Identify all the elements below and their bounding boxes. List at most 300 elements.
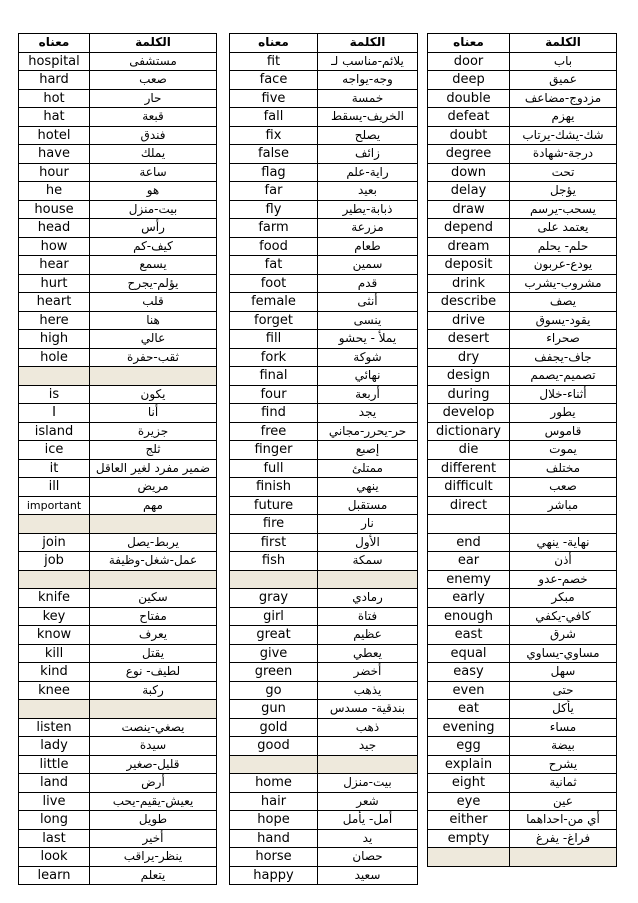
english-word: enough [428, 607, 510, 626]
table-row [428, 589, 617, 608]
arabic-meaning: يودع-عربون [510, 256, 617, 275]
arabic-meaning: مزدوج-مضاعف [510, 89, 617, 108]
english-word: island [19, 422, 90, 441]
table-row [230, 866, 418, 885]
arabic-meaning: مساوي-يساوي [510, 644, 617, 663]
arabic-meaning: سكين [90, 589, 217, 608]
table-row [19, 663, 217, 682]
english-word: die [428, 441, 510, 460]
english-word: hand [230, 829, 318, 848]
arabic-meaning: ركبة [90, 681, 217, 700]
table-row [19, 422, 217, 441]
table-row [19, 182, 217, 201]
english-word: during [428, 385, 510, 404]
table-row [428, 367, 617, 386]
arabic-meaning: بيضة [510, 737, 617, 756]
arabic-meaning: تحت [510, 163, 617, 182]
english-word: direct [428, 496, 510, 515]
arabic-meaning: أذن [510, 552, 617, 571]
arabic-meaning: رأس [90, 219, 217, 238]
arabic-meaning: الخريف-يسقط [318, 108, 418, 127]
separator-row [19, 570, 217, 589]
english-word: different [428, 459, 510, 478]
arabic-meaning: ثمانية [510, 774, 617, 793]
english-word: hole [19, 348, 90, 367]
arabic-meaning: مختلف [510, 459, 617, 478]
table-row [19, 293, 217, 312]
table-row [19, 163, 217, 182]
table-row [19, 330, 217, 349]
arabic-meaning: فندق [90, 126, 217, 145]
arabic-meaning: أنا [90, 404, 217, 423]
table-row [230, 71, 418, 90]
english-word: drink [428, 274, 510, 293]
table-row [230, 552, 418, 571]
table-row [19, 644, 217, 663]
english-word: down [428, 163, 510, 182]
arabic-meaning: شرق [510, 626, 617, 645]
english-word: dictionary [428, 422, 510, 441]
table-row [19, 219, 217, 238]
english-word: female [230, 293, 318, 312]
english-word: deposit [428, 256, 510, 275]
arabic-meaning: ممتلئ [318, 459, 418, 478]
table-row [428, 200, 617, 219]
english-word: false [230, 145, 318, 164]
arabic-meaning: يلائم-مناسب لـ [318, 52, 418, 71]
arabic-meaning: يعرف [90, 626, 217, 645]
table-row [230, 422, 418, 441]
arabic-meaning: يصغي-ينصت [90, 718, 217, 737]
english-word: evening [428, 718, 510, 737]
english-word: door [428, 52, 510, 71]
arabic-meaning: درجة-شهادة [510, 145, 617, 164]
table-row [428, 700, 617, 719]
separator-row [19, 515, 217, 534]
english-word: knife [19, 589, 90, 608]
arabic-meaning: سيدة [90, 737, 217, 756]
table-row [428, 663, 617, 682]
header-meaning: معناه [19, 34, 90, 53]
english-word: finger [230, 441, 318, 460]
english-word: knee [19, 681, 90, 700]
table-row [19, 533, 217, 552]
table-row [428, 570, 617, 589]
empty-cell [318, 755, 418, 774]
english-word: fork [230, 348, 318, 367]
table-row [230, 848, 418, 867]
table-row [428, 52, 617, 71]
english-word: key [19, 607, 90, 626]
empty-cell [90, 367, 217, 386]
english-word: difficult [428, 478, 510, 497]
english-word: hotel [19, 126, 90, 145]
table-row [428, 348, 617, 367]
english-word: double [428, 89, 510, 108]
english-word: delay [428, 182, 510, 201]
arabic-meaning: أرض [90, 774, 217, 793]
arabic-meaning: ينهي [318, 478, 418, 497]
table-row [19, 792, 217, 811]
english-word: head [19, 219, 90, 238]
arabic-meaning: يطور [510, 404, 617, 423]
english-word: house [19, 200, 90, 219]
empty-cell [19, 700, 90, 719]
english-word: hot [19, 89, 90, 108]
table-row [230, 496, 418, 515]
english-word: hat [19, 108, 90, 127]
arabic-meaning: هنا [90, 311, 217, 330]
table-row [428, 644, 617, 663]
arabic-meaning: عالي [90, 330, 217, 349]
arabic-meaning: قلب [90, 293, 217, 312]
arabic-meaning: جاف-يجفف [510, 348, 617, 367]
arabic-meaning: شوكة [318, 348, 418, 367]
arabic-meaning: كافي-يكفي [510, 607, 617, 626]
arabic-meaning: ذبابة-يطير [318, 200, 418, 219]
arabic-meaning: أخضر [318, 663, 418, 682]
arabic-meaning: طويل [90, 811, 217, 830]
english-word: full [230, 459, 318, 478]
separator-row [19, 700, 217, 719]
arabic-meaning: ثقب-حفرة [90, 348, 217, 367]
arabic-meaning: زائف [318, 145, 418, 164]
english-word: depend [428, 219, 510, 238]
english-word: fall [230, 108, 318, 127]
table-row [19, 737, 217, 756]
arabic-meaning: مريض [90, 478, 217, 497]
table-row [428, 422, 617, 441]
arabic-meaning: مساء [510, 718, 617, 737]
arabic-meaning: يقتل [90, 644, 217, 663]
table-row [230, 774, 418, 793]
table-row [428, 811, 617, 830]
table-row [428, 163, 617, 182]
english-word: give [230, 644, 318, 663]
table-row [230, 385, 418, 404]
english-word: drive [428, 311, 510, 330]
empty-cell [19, 515, 90, 534]
english-word: last [19, 829, 90, 848]
table-row [19, 774, 217, 793]
arabic-meaning: جزيرة [90, 422, 217, 441]
arabic-meaning: بعيد [318, 182, 418, 201]
english-word: forget [230, 311, 318, 330]
arabic-meaning: يشرح [510, 755, 617, 774]
english-word: important [19, 496, 90, 515]
table-row [19, 52, 217, 71]
arabic-meaning: يعطي [318, 644, 418, 663]
english-word: five [230, 89, 318, 108]
english-word: even [428, 681, 510, 700]
arabic-meaning: يربط-يصل [90, 533, 217, 552]
english-word: ill [19, 478, 90, 497]
table-row [19, 552, 217, 571]
english-word: job [19, 552, 90, 571]
english-word: east [428, 626, 510, 645]
arabic-meaning: ذهب [318, 718, 418, 737]
english-word: hurt [19, 274, 90, 293]
separator-row [19, 367, 217, 386]
english-word: enemy [428, 570, 510, 589]
english-word: face [230, 71, 318, 90]
english-word: free [230, 422, 318, 441]
english-word: draw [428, 200, 510, 219]
english-word: empty [428, 829, 510, 848]
arabic-meaning: يؤجل [510, 182, 617, 201]
english-word: great [230, 626, 318, 645]
english-word: finish [230, 478, 318, 497]
table-row [19, 311, 217, 330]
arabic-meaning: نهائي [318, 367, 418, 386]
english-word: live [19, 792, 90, 811]
blank-row [428, 515, 617, 534]
table-row [428, 829, 617, 848]
table-row [428, 219, 617, 238]
table-row [230, 404, 418, 423]
arabic-meaning: يأكل [510, 700, 617, 719]
arabic-meaning: يعيش-يقيم-يحب [90, 792, 217, 811]
arabic-meaning: حار [90, 89, 217, 108]
empty-cell [230, 570, 318, 589]
english-word: join [19, 533, 90, 552]
english-word: develop [428, 404, 510, 423]
arabic-meaning: أمل- يأمل [318, 811, 418, 830]
arabic-meaning: مستشفى [90, 52, 217, 71]
table-row [428, 626, 617, 645]
vocab-table-1 [18, 33, 217, 885]
table-row [230, 145, 418, 164]
empty-cell [90, 570, 217, 589]
arabic-meaning: شك-يشك-يرتاب [510, 126, 617, 145]
arabic-meaning: سمين [318, 256, 418, 275]
table-row [19, 496, 217, 515]
table-row [230, 330, 418, 349]
english-word: is [19, 385, 90, 404]
arabic-meaning: أي من-احداهما [510, 811, 617, 830]
english-word: fish [230, 552, 318, 571]
english-word: go [230, 681, 318, 700]
english-word: kind [19, 663, 90, 682]
table-row [19, 404, 217, 423]
english-word: flag [230, 163, 318, 182]
table-row [19, 589, 217, 608]
header-meaning: معناه [230, 34, 318, 53]
header-meaning: معناه [428, 34, 510, 53]
arabic-meaning: صحراء [510, 330, 617, 349]
arabic-meaning: إصبع [318, 441, 418, 460]
table-row [230, 89, 418, 108]
arabic-meaning: بيت-منزل [90, 200, 217, 219]
table-row [428, 755, 617, 774]
arabic-meaning: يسمع [90, 256, 217, 275]
arabic-meaning: سمكة [318, 552, 418, 571]
arabic-meaning: نار [318, 515, 418, 534]
arabic-meaning: شعر [318, 792, 418, 811]
table-row [19, 755, 217, 774]
english-word: green [230, 663, 318, 682]
empty-cell [230, 755, 318, 774]
english-word: hard [19, 71, 90, 90]
table-row [230, 274, 418, 293]
english-word: hospital [19, 52, 90, 71]
table-row [428, 737, 617, 756]
table-row [428, 792, 617, 811]
english-word: fix [230, 126, 318, 145]
table-row [19, 348, 217, 367]
arabic-meaning: قليل-صغير [90, 755, 217, 774]
table-row [19, 256, 217, 275]
arabic-meaning: يملك [90, 145, 217, 164]
table-row [428, 607, 617, 626]
table-row [428, 681, 617, 700]
english-word: first [230, 533, 318, 552]
arabic-meaning: يصف [510, 293, 617, 312]
arabic-meaning: هو [90, 182, 217, 201]
header-word: الكلمة [318, 34, 418, 53]
arabic-meaning: ثلج [90, 441, 217, 460]
table-row [428, 441, 617, 460]
table-row [428, 108, 617, 127]
table-row [230, 644, 418, 663]
english-word: girl [230, 607, 318, 626]
english-word: four [230, 385, 318, 404]
empty-cell [428, 848, 510, 867]
header-word: الكلمة [510, 34, 617, 53]
separator-row [428, 848, 617, 867]
arabic-meaning: أخير [90, 829, 217, 848]
english-word: eight [428, 774, 510, 793]
table-row [428, 774, 617, 793]
english-word: dry [428, 348, 510, 367]
arabic-meaning: يؤلم-يجرح [90, 274, 217, 293]
english-word: I [19, 404, 90, 423]
arabic-meaning: فراغ- يفرغ [510, 829, 617, 848]
arabic-meaning: مفتاح [90, 607, 217, 626]
arabic-meaning: يسحب-يرسم [510, 200, 617, 219]
table-row [230, 700, 418, 719]
table-row [19, 71, 217, 90]
header-word: الكلمة [90, 34, 217, 53]
table-row [19, 459, 217, 478]
arabic-meaning: أثناء-خلال [510, 385, 617, 404]
english-word: ear [428, 552, 510, 571]
english-word: egg [428, 737, 510, 756]
english-word: doubt [428, 126, 510, 145]
english-word: good [230, 737, 318, 756]
arabic-meaning: خصم-عدو [510, 570, 617, 589]
table-row [19, 274, 217, 293]
table-row [19, 811, 217, 830]
table-row [19, 478, 217, 497]
table-row [230, 311, 418, 330]
table-row [230, 681, 418, 700]
english-word: little [19, 755, 90, 774]
arabic-meaning: ينسى [318, 311, 418, 330]
table-row [428, 311, 617, 330]
english-word: describe [428, 293, 510, 312]
arabic-meaning: باب [510, 52, 617, 71]
english-word: design [428, 367, 510, 386]
arabic-meaning: حتى [510, 681, 617, 700]
table-row [19, 108, 217, 127]
arabic-meaning: صعب [510, 478, 617, 497]
table-row [230, 441, 418, 460]
arabic-meaning: وجه-يواجه [318, 71, 418, 90]
table-row [230, 367, 418, 386]
table-row [230, 829, 418, 848]
arabic-meaning: راية-علم [318, 163, 418, 182]
english-word: food [230, 237, 318, 256]
table-row [19, 829, 217, 848]
english-word: find [230, 404, 318, 423]
english-word: fit [230, 52, 318, 71]
empty-cell [428, 515, 510, 534]
arabic-meaning: رمادي [318, 589, 418, 608]
table-row [230, 293, 418, 312]
english-word: hair [230, 792, 318, 811]
table-row [428, 718, 617, 737]
english-word: dream [428, 237, 510, 256]
english-word: know [19, 626, 90, 645]
table-row [428, 293, 617, 312]
english-word: kill [19, 644, 90, 663]
table-row [19, 385, 217, 404]
english-word: look [19, 848, 90, 867]
english-word: far [230, 182, 318, 201]
arabic-meaning: يد [318, 829, 418, 848]
english-word: final [230, 367, 318, 386]
english-word: gray [230, 589, 318, 608]
arabic-meaning: ينظر-يراقب [90, 848, 217, 867]
table-row [428, 126, 617, 145]
table-row [230, 737, 418, 756]
table-row [19, 126, 217, 145]
english-word: land [19, 774, 90, 793]
table-row [428, 71, 617, 90]
arabic-meaning: عميق [510, 71, 617, 90]
arabic-meaning: بندقية- مسدس [318, 700, 418, 719]
empty-cell [90, 700, 217, 719]
english-word: future [230, 496, 318, 515]
english-word: either [428, 811, 510, 830]
table-row [230, 200, 418, 219]
english-word: foot [230, 274, 318, 293]
table-row [19, 607, 217, 626]
arabic-meaning: مهم [90, 496, 217, 515]
table-row [428, 274, 617, 293]
english-word: hope [230, 811, 318, 830]
arabic-meaning: كيف-كم [90, 237, 217, 256]
english-word: hear [19, 256, 90, 275]
table-row [428, 330, 617, 349]
english-word: ice [19, 441, 90, 460]
arabic-meaning: يتعلم [90, 866, 217, 885]
empty-cell [19, 367, 90, 386]
english-word: early [428, 589, 510, 608]
arabic-meaning: سهل [510, 663, 617, 682]
table-row [19, 237, 217, 256]
table-row [230, 126, 418, 145]
arabic-meaning: نهاية- ينهي [510, 533, 617, 552]
english-word: gold [230, 718, 318, 737]
table-row [428, 89, 617, 108]
table-row [428, 145, 617, 164]
table-row [19, 848, 217, 867]
arabic-meaning: فتاة [318, 607, 418, 626]
vocab-table-3 [427, 33, 617, 867]
english-word: equal [428, 644, 510, 663]
